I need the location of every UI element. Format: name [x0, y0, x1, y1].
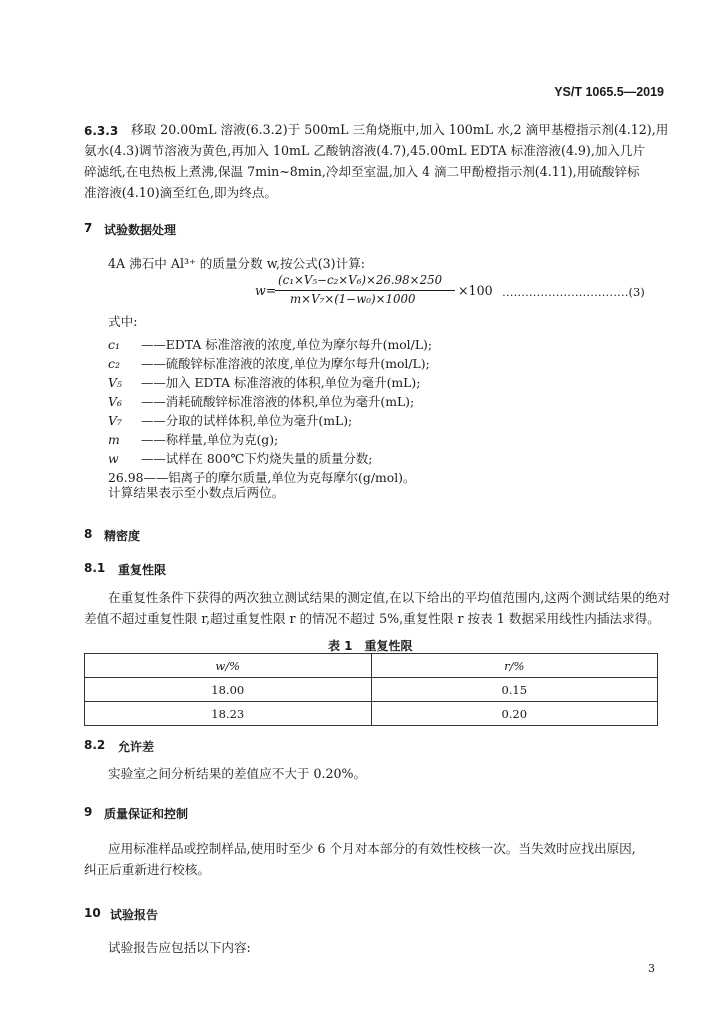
section-8-number: 8 [84, 527, 93, 541]
section-10-title: 试验报告 [110, 908, 159, 922]
section-8-1-line-1: 在重复性条件下获得的两次独立测试结果的测定值,在以下给出的平均值范围内,这两个测试结果的绝对 [108, 590, 671, 605]
formula-equation-number: ……………………………(3) [502, 285, 645, 299]
table-cell: 18.00 [85, 678, 372, 702]
table-row [85, 678, 658, 702]
formula-denominator: m×V₇×(1−w₀)×1000 [290, 292, 416, 306]
symbol-row: V₆ ——消耗硫酸锌标准溶液的体积,单位为毫升(mL); [108, 394, 415, 409]
formula-intro: 4A 沸石中 Al³⁺ 的质量分数 w,按公式(3)计算: [108, 256, 366, 271]
section-9-title: 质量保证和控制 [104, 807, 189, 821]
symbol-row: c₁ ——EDTA 标准溶液的浓度,单位为摩尔每升(mol/L); [108, 337, 433, 352]
table-header-row [85, 654, 658, 678]
table-cell: 0.20 [371, 702, 658, 726]
symbol-row: V₅ ——加入 EDTA 标准溶液的体积,单位为毫升(mL); [108, 375, 421, 390]
table-cell: 0.15 [371, 678, 658, 702]
symbol-row: c₂ ——硫酸锌标准溶液的浓度,单位为摩尔每升(mol/L); [108, 356, 430, 371]
section-9-number: 9 [84, 805, 93, 819]
section-7-title: 试验数据处理 [104, 223, 177, 237]
symbol-row: m ——称样量,单位为克(g); [108, 432, 279, 447]
section-number-6-3-3: 6.3.3 [84, 124, 119, 138]
section-9-line-1: 应用标准样品或控制样品,使用时至少 6 个月对本部分的有效性校核一次。当失效时应找出原因, [108, 841, 636, 856]
section-8-2-text: 实验室之间分析结果的差值应不大于 0.20%。 [108, 766, 367, 781]
section-6-3-3-line-2: 氨水(4.3)调节溶液为黄色,再加入 10mL 乙酸钠溶液(4.7),45.00mL EDTA 标准溶液(4.9),加入几片 [84, 143, 646, 158]
section-8-2-number: 8.2 [84, 738, 106, 752]
table-header-cell: r/% [371, 654, 658, 678]
molar-mass-line: 26.98——铝离子的摩尔质量,单位为克每摩尔(g/mol)。 [108, 470, 416, 485]
section-8-1-number: 8.1 [84, 561, 106, 575]
table-cell: 18.23 [85, 702, 372, 726]
section-6-3-3-line-3: 碎滤纸,在电热板上煮沸,保温 7min~8min,冷却至室温,加入 4 滴二甲酚橙指示剂(4.11),用硫酸锌标 [84, 164, 640, 179]
fraction-bar [275, 290, 455, 291]
section-8-title: 精密度 [104, 529, 141, 543]
section-8-1-line-2: 差值不超过重复性限 r,超过重复性限 r 的情况不超过 5%,重复性限 r 按表 1 数据采用线性内插法求得。 [84, 611, 660, 626]
formula-numerator: (c₁×V₅−c₂×V₆)×26.98×250 [278, 273, 443, 287]
section-6-3-3-line-4: 准溶液(4.10)滴至红色,即为终点。 [84, 185, 277, 200]
symbol-row: w ——试样在 800℃下灼烧失量的质量分数; [108, 451, 373, 466]
section-8-2-title: 允许差 [118, 740, 155, 754]
section-7-number: 7 [84, 221, 93, 235]
page-number: 3 [648, 962, 655, 975]
symbol-row: V₇ ——分取的试样体积,单位为毫升(mL); [108, 413, 353, 428]
result-precision-note: 计算结果表示至小数点后两位。 [108, 485, 285, 500]
section-8-1-title: 重复性限 [118, 563, 167, 577]
table-1-caption: 表 1 重复性限 [328, 639, 413, 653]
section-10-text: 试验报告应包括以下内容: [108, 940, 251, 955]
section-6-3-3-line-1: 移取 20.00mL 溶液(6.3.2)于 500mL 三角烧瓶中,加入 100mL 水,2 滴甲基橙指示剂(4.12),用 [131, 122, 669, 137]
where-label: 式中: [108, 314, 138, 329]
section-10-number: 10 [84, 906, 101, 920]
formula-factor: ×100 [458, 283, 493, 298]
table-row [85, 702, 658, 726]
repeatability-table [84, 653, 658, 726]
formula-lhs: w= [255, 283, 277, 298]
section-9-line-2: 纠正后重新进行校核。 [84, 862, 210, 877]
table-header-cell: w/% [85, 654, 372, 678]
standard-number: YS/T 1065.5—2019 [554, 85, 664, 99]
